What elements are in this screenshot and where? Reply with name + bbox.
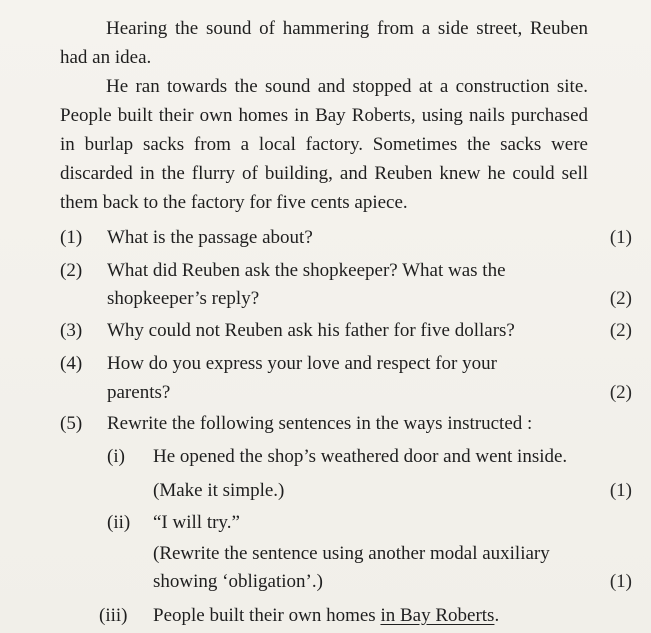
question-text: How do you express your love and respect for your	[107, 353, 497, 374]
subquestion-text-before: People built their own homes	[153, 605, 381, 626]
subquestion-instruction: (Make it simple.)	[153, 480, 285, 501]
subquestion-marks: (1)	[609, 480, 632, 501]
subquestion-marks: (1)	[609, 571, 632, 592]
question-number: (4)	[60, 353, 83, 374]
question-text: Why could not Reuben ask his father for five dollars?	[107, 320, 515, 341]
subquestion-text-after: .	[494, 605, 500, 626]
question-text-continued: parents?	[107, 382, 171, 403]
subquestion-number: (ii)	[107, 512, 131, 533]
subquestion-text	[153, 601, 499, 630]
underlined-phrase: in Bay Roberts	[380, 605, 495, 626]
passage-paragraph-1	[60, 14, 588, 72]
question-marks: (2)	[609, 288, 632, 309]
passage-paragraph-1-text: Hearing the sound of hammering from a side street, Reuben had an idea.	[60, 18, 588, 68]
question-marks: (2)	[609, 382, 632, 403]
question-marks: (1)	[609, 227, 632, 248]
question-text: What is the passage about?	[107, 227, 313, 248]
question-text-continued: shopkeeper’s reply?	[107, 288, 260, 309]
question-number: (3)	[60, 320, 83, 341]
subquestion-number: (iii)	[99, 605, 128, 626]
subquestion-text: “I will try.”	[153, 512, 240, 533]
passage-paragraph-2	[60, 72, 588, 217]
question-number: (1)	[60, 227, 83, 248]
subquestion-number: (i)	[107, 446, 125, 467]
question-text: Rewrite the following sentences in the ways instructed :	[107, 413, 533, 434]
subquestion-text: He opened the shop’s weathered door and went inside.	[153, 446, 568, 467]
question-number: (2)	[60, 260, 83, 281]
passage-paragraph-2-text: He ran towards the sound and stopped at a construction site. People built their own homes in Bay Roberts, using nails purchased in burlap sacks from a local factory. Sometimes the sacks were discarded in the flurry of building, and Reuben knew he could sell them back to the factory for five cents apiece.	[60, 76, 588, 213]
question-text: What did Reuben ask the shopkeeper? What was the	[107, 260, 506, 281]
question-marks: (2)	[609, 320, 632, 341]
subquestion-instruction-continued: showing ‘obligation’.)	[153, 571, 323, 592]
question-number: (5)	[60, 413, 83, 434]
subquestion-instruction: (Rewrite the sentence using another modal auxiliary	[153, 543, 550, 564]
